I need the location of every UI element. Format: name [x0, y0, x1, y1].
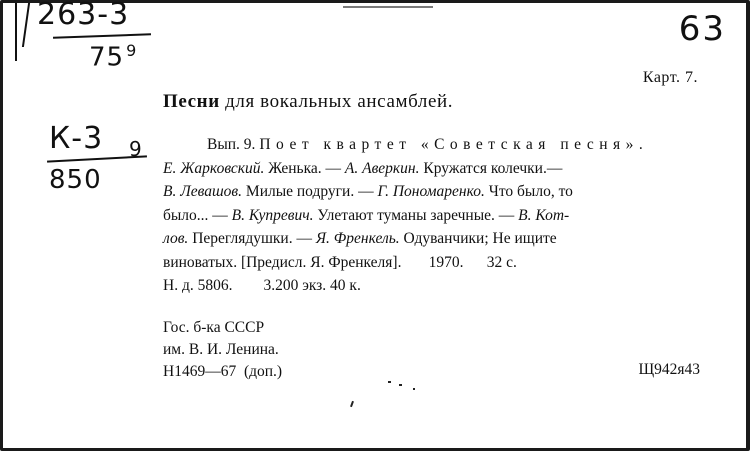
title-bold: Песни	[163, 91, 220, 112]
handwritten-k-number: 850	[49, 165, 102, 195]
library-line: Н1469—67 (доп.)	[163, 363, 283, 380]
desc-line: В. Левашов. Милые подруги. — Г. Пономаренко. Что было, то	[163, 183, 573, 200]
library-info	[163, 317, 282, 383]
scan-speck	[399, 384, 402, 386]
scan-speck	[413, 388, 415, 390]
handwritten-k-sub: 9	[129, 137, 143, 161]
margin-line	[15, 3, 17, 61]
card-number: Карт. 7.	[642, 69, 698, 86]
library-line: Гос. б-ка СССР	[163, 319, 265, 336]
library-line: им. В. И. Ленина.	[163, 341, 279, 358]
scan-speck	[343, 6, 433, 8]
handwritten-top-sub: 75 $^9$	[89, 41, 138, 73]
card-title	[163, 91, 453, 113]
scan-speck	[350, 401, 354, 407]
handwritten-fraction-line	[53, 33, 151, 38]
title-rest: для вокальных ансамблей.	[219, 91, 454, 112]
handwritten-corner-number: 63	[678, 9, 726, 49]
handwritten-k-label: К-3	[49, 121, 104, 156]
desc-line: Н. д. 5806. 3.200 экз. 40 к.	[163, 277, 361, 294]
handwritten-top-number: 263-3	[37, 0, 130, 32]
desc-line: лов. Переглядушки. — Я. Френкель. Одуванчики; Не ищите	[163, 230, 557, 247]
desc-line: Вып. 9. Поет квартет «Советская песня».	[207, 136, 649, 153]
description	[163, 133, 708, 298]
scan-speck	[388, 381, 391, 383]
shelf-code: Щ942я43	[638, 361, 700, 378]
desc-line: Е. Жарковский. Женька. — А. Аверкин. Кружатся колечки.—	[163, 159, 563, 177]
desc-line: было... — В. Купревич. Улетают туманы заречные. — В. Кот-	[163, 206, 570, 224]
margin-line	[22, 3, 30, 47]
desc-line: виноватых. [Предисл. Я. Френкеля]. 1970. 32 с.	[163, 253, 517, 271]
